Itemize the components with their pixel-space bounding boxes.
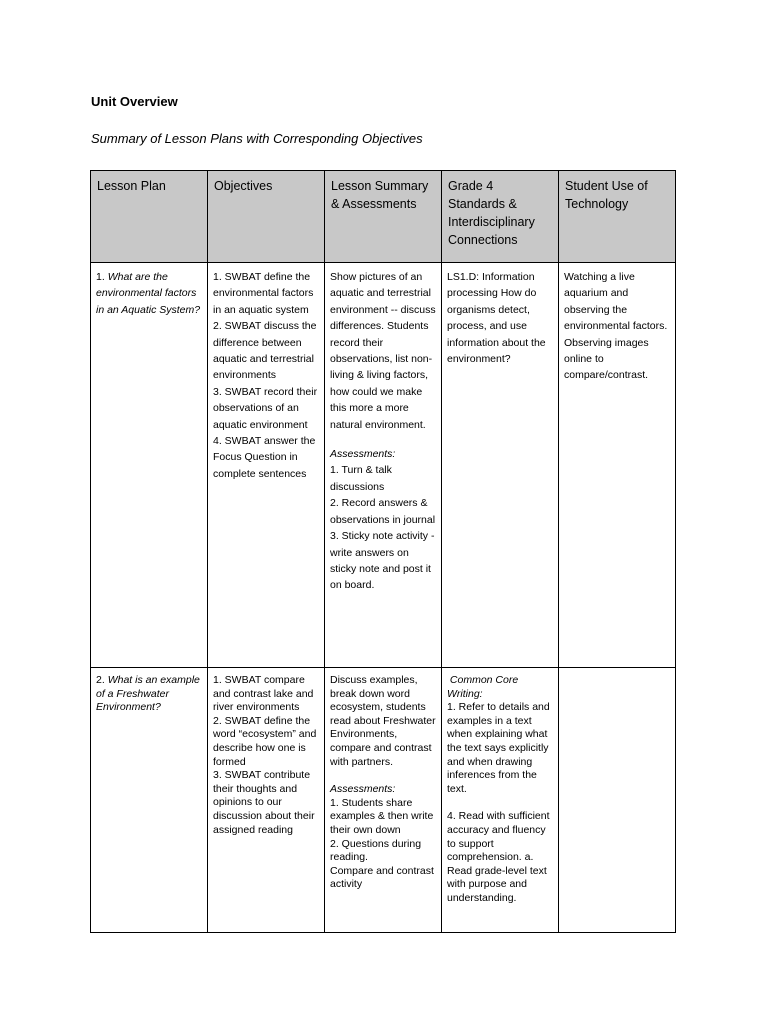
header-summary-assessments: Lesson Summary & Assessments [325, 171, 442, 263]
document-title: Unit Overview [91, 94, 178, 109]
objectives-cell [208, 263, 325, 668]
header-standards: Grade 4 Standards & Interdisciplinary Connections [442, 171, 559, 263]
spacer [330, 433, 437, 446]
technology-cell [559, 668, 676, 933]
assessments-text: 1. Turn & talk discussions 2. Record answers & observations in journal 3. Sticky note activity - write answers on sticky note and post it on board. [330, 464, 436, 592]
document-subtitle: Summary of Lesson Plans with Corresponding Objectives [91, 131, 423, 146]
lesson-question: What is an example of a Freshwater Environment? [96, 674, 200, 714]
header-objectives: Objectives [208, 171, 325, 263]
assessments-text: 1. Students share examples & then write their own down 2. Questions during reading. Compare and contrast activity [330, 796, 434, 891]
summary-text: Discuss examples, break down word ecosystem, students read about Freshwater Environments, compare and contrast with partners. [330, 674, 439, 768]
spacer [447, 796, 554, 810]
unit-overview-table [90, 170, 676, 933]
assessments-label: Assessments: [330, 783, 396, 796]
standards-cell [442, 668, 559, 933]
lesson-question: What are the environmental factors in an Aquatic System? [96, 271, 201, 316]
standards-text: 1. Refer to details and examples in a text when explaining what the text says explicitly and when drawing inferences from the text. [447, 701, 553, 795]
objectives-text: 1. SWBAT define the environmental factors in an aquatic system 2. SWBAT discuss the difference between aquatic and terrestrial environments 3. SWBAT record their observations of an aquatic environment 4. SWBAT answer the Focus Question in complete sentences [213, 271, 318, 480]
lesson-number: 1. [96, 271, 105, 283]
standards-text: LS1.D: Information processing How do organisms detect, process, and use information about the environment? [447, 271, 549, 366]
table-header-row [91, 171, 676, 263]
table-row [91, 668, 676, 933]
standards-label: Common Core Writing: [447, 674, 522, 700]
header-technology: Student Use of Technology [559, 171, 676, 263]
objectives-text: 1. SWBAT compare and contrast lake and river environments 2. SWBAT define the word “ecosystem” and describe how one is formed 3. SWBAT contribute their thoughts and opinions to our discussion about their assigned reading [213, 674, 317, 836]
table-row [91, 263, 676, 668]
lesson-plan-cell [91, 668, 208, 933]
summary-text: Show pictures of an aquatic and terrestrial environment -- discuss differences. Students record their observations, list non-living & living factors, how could we make this more a more natural environment. [330, 271, 439, 431]
technology-text: Watching a live aquarium and observing the environmental factors. Observing images online to compare/contrast. [564, 271, 671, 382]
standards-cell [442, 263, 559, 668]
assessments-label: Assessments: [330, 448, 396, 461]
spacer [330, 769, 437, 783]
technology-cell [559, 263, 676, 668]
summary-cell [325, 668, 442, 933]
lesson-number: 2. [96, 674, 105, 686]
summary-cell [325, 263, 442, 668]
objectives-cell [208, 668, 325, 933]
header-lesson-plan: Lesson Plan [91, 171, 208, 263]
lesson-plan-cell [91, 263, 208, 668]
standards-extra-text: 4. Read with sufficient accuracy and fluency to support comprehension. a. Read grade-level text with purpose and understanding. [447, 810, 553, 904]
